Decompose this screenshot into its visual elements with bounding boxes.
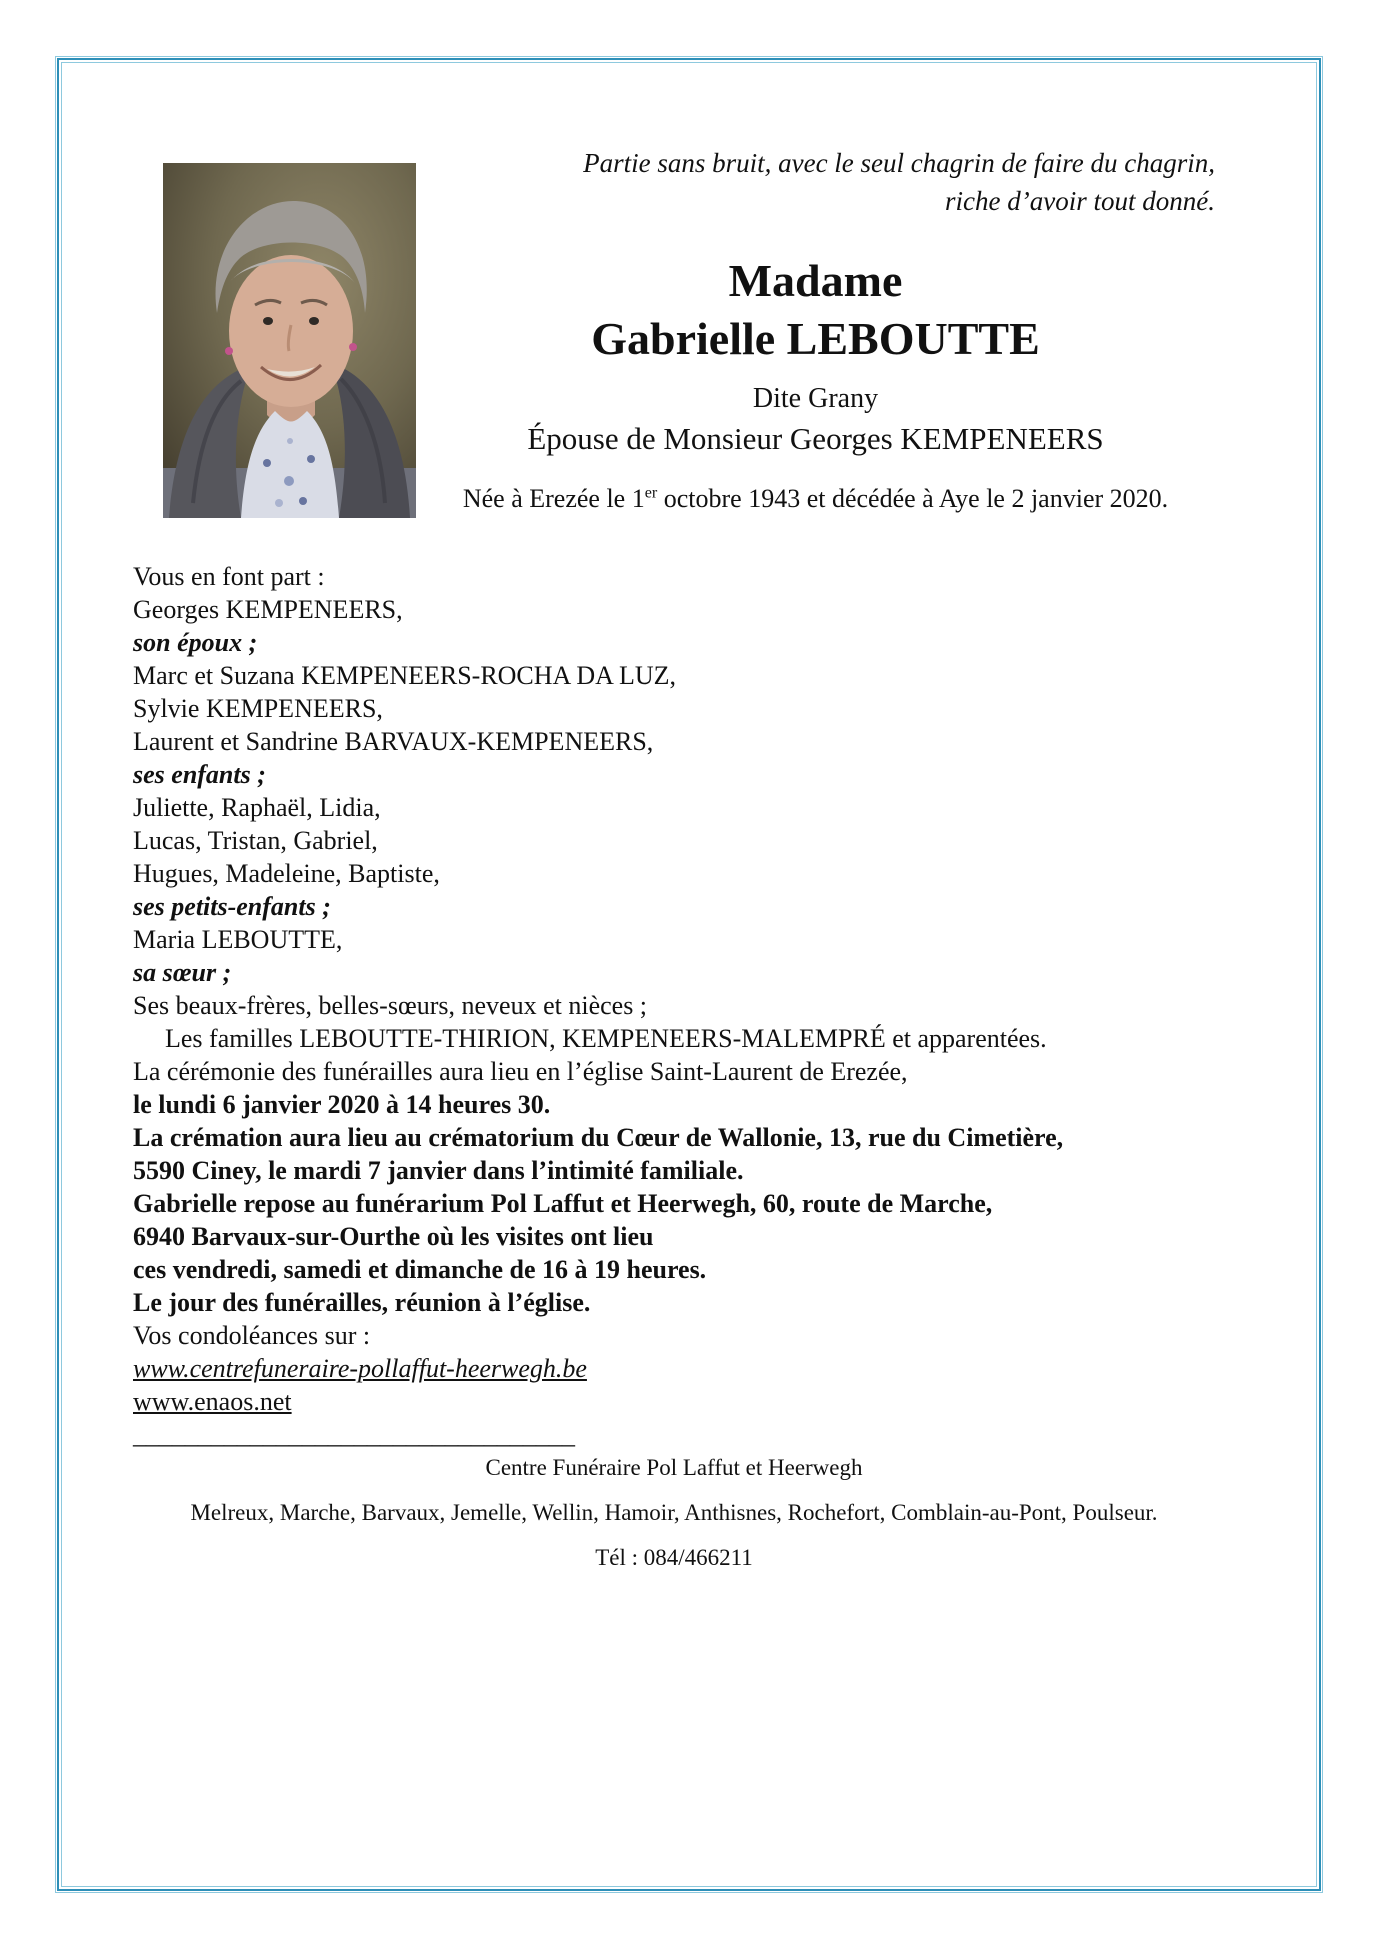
family-name: Sylvie KEMPENEERS, xyxy=(133,694,383,723)
cremation-line-2: 5590 Ciney, le mardi 7 janvier dans l’intimité familiale. xyxy=(133,1156,744,1185)
deceased-name: Gabrielle LEBOUTTE xyxy=(591,313,1040,364)
relation-label-sister: sa sœur ; xyxy=(133,958,232,987)
quote-line-1: Partie sans bruit, avec le seul chagrin de faire du chagrin, xyxy=(583,148,1215,178)
family-name: Juliette, Raphaël, Lidia, xyxy=(133,793,381,822)
quote-line-2: riche d’avoir tout donné. xyxy=(945,186,1215,216)
announcement-body xyxy=(133,0,1215,1574)
ceremony-line-1: La cérémonie des funérailles aura lieu en l’église Saint-Laurent de Erezée, xyxy=(133,1057,908,1086)
family-name: Hugues, Madeleine, Baptiste, xyxy=(133,859,440,888)
funeral-home-name: Centre Funéraire Pol Laffut et Heerwegh xyxy=(485,1455,863,1480)
condolences-link-2-line xyxy=(133,1385,1215,1418)
ceremony-line-2: le lundi 6 janvier 2020 à 14 heures 30. xyxy=(133,1090,551,1119)
deceased-nickname: Dite Grany xyxy=(752,383,879,414)
repose-line-3: ces vendredi, samedi et dimanche de 16 à 19 heures. xyxy=(133,1255,707,1284)
relation-label-children: ses enfants ; xyxy=(133,760,266,789)
separator-line: __________________________________ xyxy=(133,1420,575,1449)
family-name: Marc et Suzana KEMPENEERS-ROCHA DA LUZ, xyxy=(133,661,677,690)
life-dates-suffix: octobre 1943 et décédée à Aye le 2 janvier 2020. xyxy=(657,484,1169,513)
family-name: Lucas, Tristan, Gabriel, xyxy=(133,826,378,855)
life-dates-ordinal: er xyxy=(644,484,658,502)
condolences-intro: Vos condoléances sur : xyxy=(133,1321,371,1350)
funeral-home-locations: Melreux, Marche, Barvaux, Jemelle, Wellin, Hamoir, Anthisnes, Rochefort, Comblain-au-Pont, Poulseur. xyxy=(190,1500,1158,1525)
family-name: Maria LEBOUTTE, xyxy=(133,925,343,954)
families-line: Les familles LEBOUTTE-THIRION, KEMPENEERS-MALEMPRÉ et apparentées. xyxy=(165,1024,1047,1053)
deceased-honorific: Madame xyxy=(728,255,903,306)
announcement-intro: Vous en font part : xyxy=(133,562,325,591)
repose-line-2: 6940 Barvaux-sur-Ourthe où les visites ont lieu xyxy=(133,1222,654,1251)
relation-label-spouse: son époux ; xyxy=(133,628,258,657)
relation-label-grandchildren: ses petits-enfants ; xyxy=(133,892,331,921)
life-dates-prefix: Née à Erezée le 1 xyxy=(462,484,645,513)
deceased-spouse-line: Épouse de Monsieur Georges KEMPENEERS xyxy=(527,421,1104,456)
condolences-link-enaos[interactable]: www.enaos.net xyxy=(133,1387,292,1416)
funeral-home-phone: Tél : 084/466211 xyxy=(595,1545,753,1570)
family-name: Georges KEMPENEERS, xyxy=(133,595,403,624)
condolences-link-1-line xyxy=(133,1352,1215,1385)
family-name: Laurent et Sandrine BARVAUX-KEMPENEERS, xyxy=(133,727,654,756)
cremation-line-1: La crémation aura lieu au crématorium du Cœur de Wallonie, 13, rue du Cimetière, xyxy=(133,1123,1064,1152)
condolences-link-funeral-home[interactable]: www.centrefuneraire-pollaffut-heerwegh.be xyxy=(133,1354,587,1383)
relatives-line: Ses beaux-frères, belles-sœurs, neveux et nièces ; xyxy=(133,991,648,1020)
funeral-day-line: Le jour des funérailles, réunion à l’église. xyxy=(133,1288,591,1317)
repose-line-1: Gabrielle repose au funérarium Pol Laffut et Heerwegh, 60, route de Marche, xyxy=(133,1189,993,1218)
